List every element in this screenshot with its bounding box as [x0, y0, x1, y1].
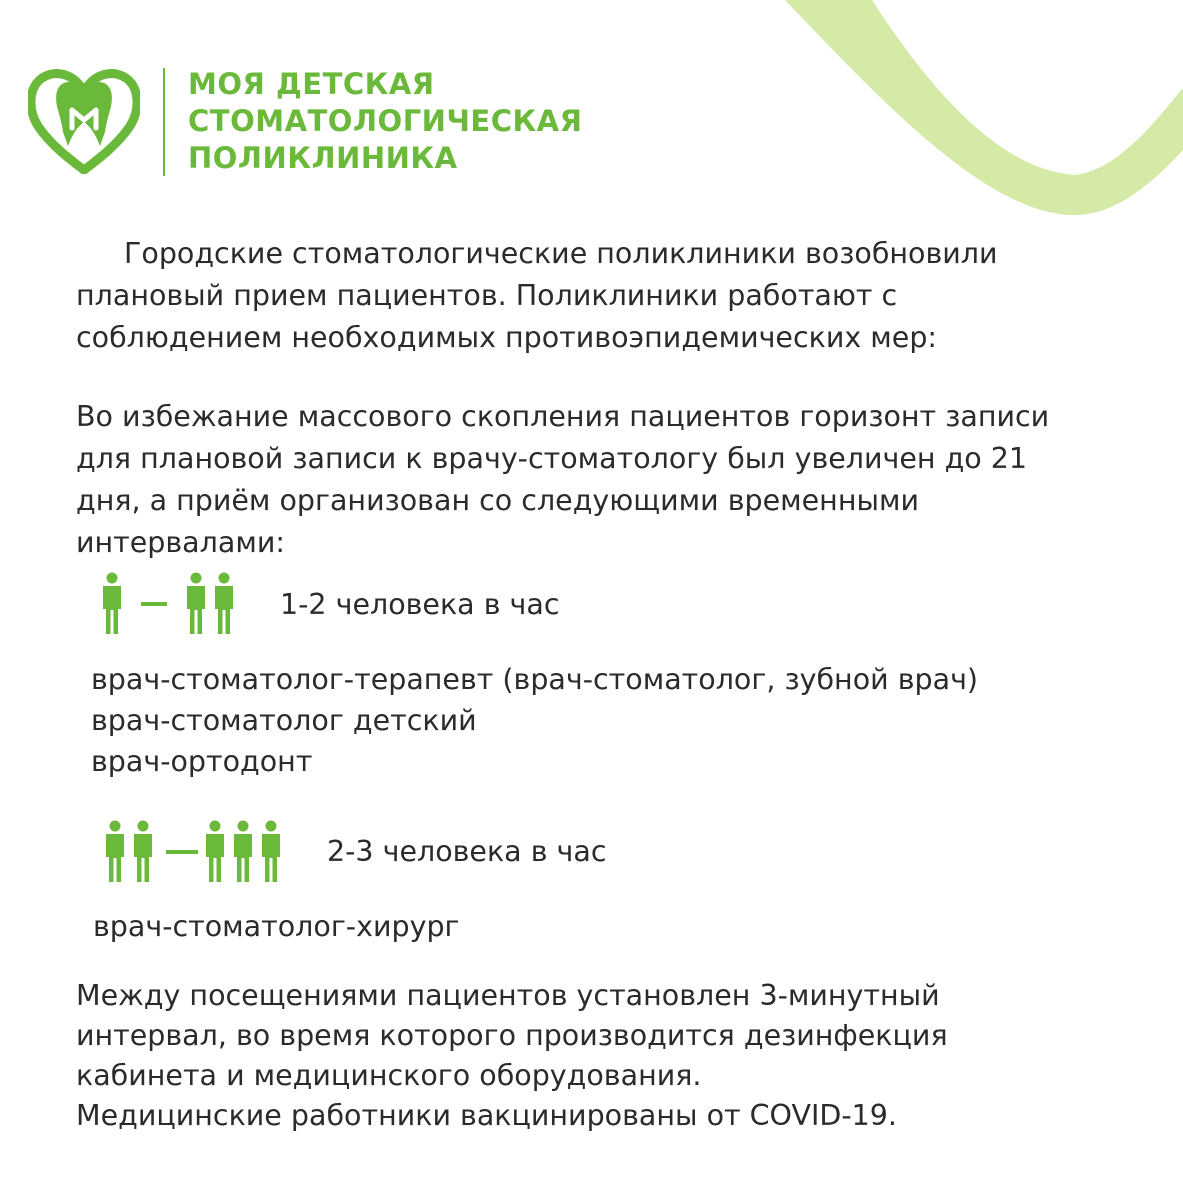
text-line: соблюдением необходимых противоэпидемических мер: [76, 321, 938, 354]
rate-1-2-icons [96, 572, 246, 636]
text-line: кабинета и медицинского оборудования. [76, 1059, 702, 1092]
text-line: для плановой записи к врачу-стоматологу был увеличен до 21 [76, 442, 1028, 475]
rate-2-3-icons [103, 820, 293, 884]
list-item: врач-стоматолог-хирург [93, 910, 460, 943]
rate-label: 2-3 человека в час [327, 835, 607, 868]
clinic-name [188, 66, 582, 177]
text-line: Между посещениями пациентов установлен 3-минутный [76, 979, 940, 1012]
person-icon [215, 573, 233, 635]
list-item: врач-ортодонт [91, 745, 313, 778]
schedule-paragraph [76, 396, 1049, 564]
footer-paragraph [76, 976, 948, 1136]
person-icon [134, 821, 152, 883]
list-item: врач-стоматолог детский [91, 704, 477, 737]
text-line: плановый прием пациентов. Поликлиники работают с [76, 279, 898, 312]
text-line: Городские стоматологические поликлиники возобновили [124, 237, 998, 270]
doctor-list [93, 906, 460, 947]
text-line: Во избежание массового скопления пациентов горизонт записи [76, 400, 1050, 433]
dash-icon [141, 602, 167, 606]
person-icon [106, 821, 124, 883]
dash-icon [166, 850, 198, 854]
person-icon [187, 573, 205, 635]
doctor-list [91, 659, 978, 782]
tooth-heart-icon [28, 66, 140, 174]
logo-divider [163, 68, 165, 176]
text-line: интервалами: [76, 526, 285, 559]
clinic-name-line: ПОЛИКЛИНИКА [188, 141, 458, 175]
person-icon [103, 573, 121, 635]
rate-label: 1-2 человека в час [280, 588, 560, 621]
person-icon [206, 821, 224, 883]
text-line: дня, а приём организован со следующими временными [76, 484, 919, 517]
clinic-name-line: МОЯ ДЕТСКАЯ [188, 67, 435, 101]
list-item: врач-стоматолог-терапевт (врач-стоматолог, зубной врач) [91, 663, 979, 696]
intro-paragraph [76, 233, 998, 359]
person-icon [234, 821, 252, 883]
clinic-name-line: СТОМАТОЛОГИЧЕСКАЯ [188, 104, 583, 138]
text-line: интервал, во время которого производится дезинфекция [76, 1019, 948, 1052]
person-icon [262, 821, 280, 883]
text-line: Медицинские работники вакцинированы от COVID-19. [76, 1099, 897, 1132]
